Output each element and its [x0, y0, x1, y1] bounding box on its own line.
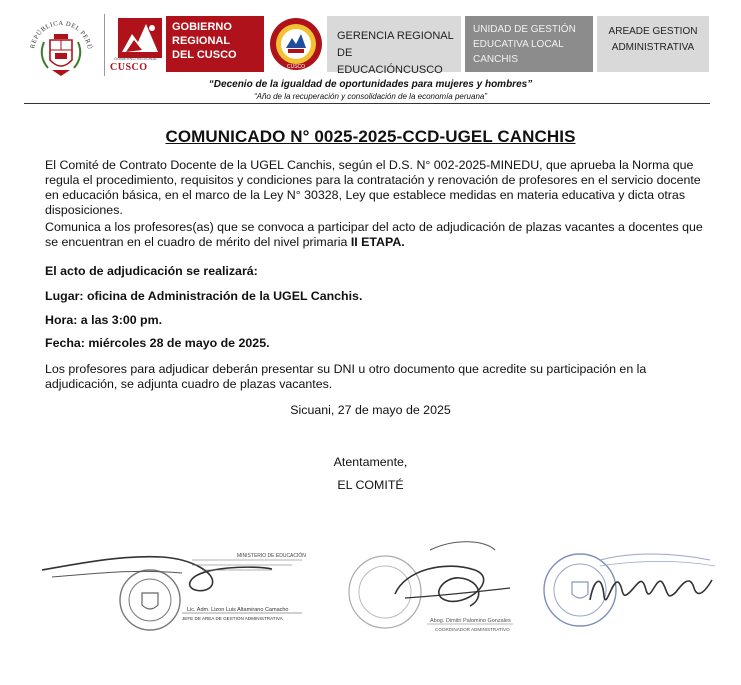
ugel-seal-text: CUSCO: [286, 64, 306, 70]
convocatoria-etapa: II ETAPA.: [350, 235, 405, 249]
gob-line-2: REGIONAL: [172, 35, 231, 47]
sig1-role: JEFE DE AREA DE GESTION ADMINISTRATIVA: [182, 616, 283, 621]
convocatoria-text: Comunica a los profesores(as) que se convoca a participar del acto de adjudicación de plazas vacantes a docentes que se encuentran en el cuadro de mérito del nivel primaria: [45, 220, 703, 249]
closing: Atentamente,: [333, 455, 408, 469]
ugel-canchis-box: [465, 16, 593, 72]
paragraph-requisitos: Los profesores para adjudicar deberán presentar su DNI u otro documento que acredite su participación en la adjudicación, se adjunta cuadro de plazas vacantes.: [45, 362, 647, 391]
peru-coat-of-arms-icon: [24, 12, 98, 86]
ugel-line-3: CANCHIS: [473, 54, 519, 65]
gob-line-1: GOBIERNO: [172, 21, 232, 33]
sig1-name: Lic. Adm. Lizon Luis Altamirano Camacho: [187, 607, 289, 613]
peru-seal-text: REPÚBLICA DEL PERÚ: [29, 19, 93, 51]
gob-line-3: DEL CUSCO: [172, 49, 237, 61]
place-date: Sicuani, 27 de mayo de 2025: [290, 403, 451, 417]
hora-line: Hora: a las 3:00 pm.: [45, 313, 163, 327]
paragraph-convocatoria: [45, 220, 713, 250]
decenio-slogan: “Decenio de la igualdad de oportunidades para mujeres y hombres”: [208, 79, 533, 90]
stamp-shield-icon-2: [572, 582, 588, 598]
ugel-line-2: EDUCATIVA LOCAL: [473, 39, 564, 50]
signature-block-2: [335, 530, 525, 645]
grf-line-1: GERENCIA REGIONAL: [337, 30, 454, 42]
document-title: COMUNICADO N° 0025-2025-CCD-UGEL CANCHIS: [165, 127, 576, 146]
acto-heading: El acto de adjudicación se realizará:: [45, 264, 258, 278]
sig2-name: Abog. Dimitri Palomino Gonzales: [430, 618, 511, 624]
sig1-stamp-header: MINISTERIO DE EDUCACIÓN: [237, 553, 306, 559]
signature-block-1: [42, 545, 322, 645]
signature-block-3: [530, 530, 730, 645]
fecha-line: Fecha: miércoles 28 de mayo de 2025.: [45, 336, 270, 350]
header-divider: [104, 14, 105, 76]
age-line-2: ADMINISTRATIVA: [611, 42, 695, 53]
stamp-shield-icon: [142, 593, 158, 609]
cusco-brand: CUSCO: [110, 62, 148, 73]
ugel-line-1: UNIDAD DE GESTIÓN: [473, 24, 576, 35]
sig2-role: COORDINADOR ADMINISTRATIVO: [435, 627, 510, 632]
committee-name: EL COMITÉ: [337, 478, 404, 492]
area-gestion-box: [597, 16, 709, 72]
letterhead: [0, 0, 741, 110]
cusco-small-label: GOBIERNO REGIONAL: [114, 56, 158, 61]
year-slogan: “Año de la recuperación y consolidación de la economía peruana”: [253, 92, 488, 101]
paragraph-intro: El Comité de Contrato Docente de la UGEL Canchis, según el D.S. N° 002-2025-MINEDU, que aprueba la Norma que regula el procedimiento, requisitos y condiciones para la contratación y renovación de profesores en el servicio docente en educación básica, en el marco de la Ley N° 30328, Ley que establece medidas en materia educativa y dicta otras disposiciones.: [45, 158, 701, 217]
ugel-seal-icon: [268, 16, 324, 72]
gerencia-regional-box: [327, 16, 461, 76]
grf-line-2: DE EDUCACIÓNCUSCO: [337, 47, 443, 76]
lugar-line: Lugar: oficina de Administración de la UGEL Canchis.: [45, 289, 363, 303]
header-rule: [24, 103, 710, 104]
gobierno-regional-box: [166, 16, 264, 72]
age-line-1: AREADE GESTION: [608, 26, 698, 37]
